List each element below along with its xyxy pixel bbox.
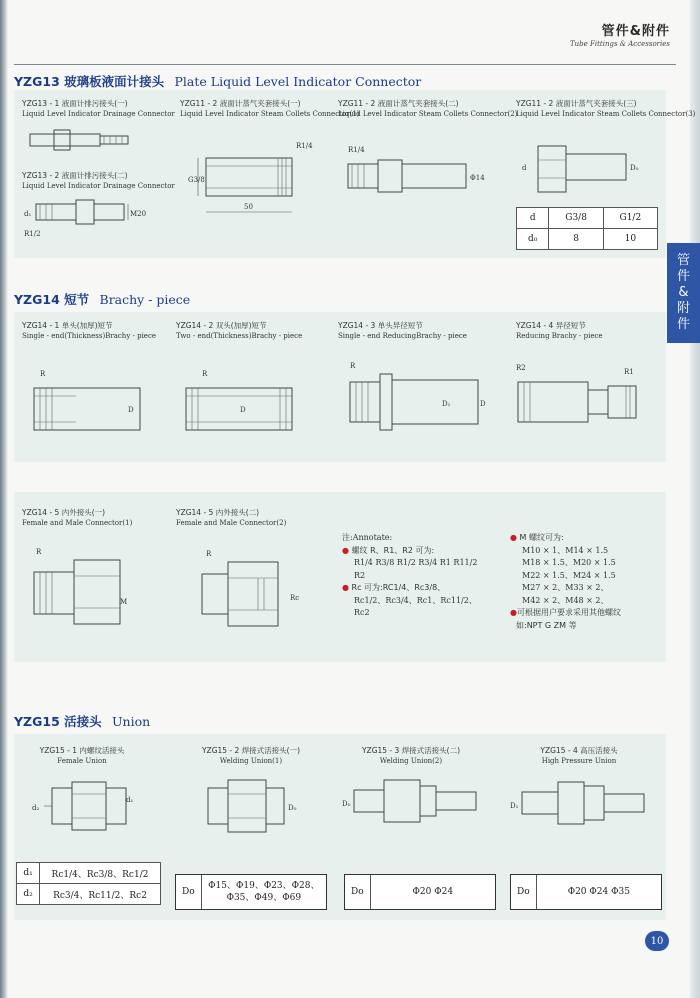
table-yzg11-dims [516, 207, 658, 250]
label-r: R [202, 370, 208, 378]
side-tab-char: 件 [676, 269, 690, 284]
side-band [690, 0, 700, 998]
notes-rc-vals2: Rc2 [354, 608, 370, 617]
table-head: Do [511, 875, 537, 909]
table-cell: d₀ [517, 229, 549, 250]
item-label-cn: YZG15 - 3 焊接式活接头(二) [361, 746, 461, 755]
table-head: Do [345, 875, 371, 909]
item-label-cn: YZG11 - 2 液面计蒸气夹套接头(三) [516, 99, 637, 108]
drawing-two-end-brachy [180, 368, 300, 438]
item-yzg15-2 [176, 745, 326, 767]
item-label-cn: YZG14 - 1 单头(加厚)短节 [22, 321, 113, 330]
item-label-en: Liquid Level Indicator Steam Collets Connector(3) [516, 110, 696, 118]
table-cell: G3/8 [549, 208, 603, 229]
notes-text: 可根据用户要求采用其他螺纹 [516, 608, 621, 617]
item-yzg15-3 [336, 745, 486, 767]
section-title-yzg13 [14, 72, 421, 90]
side-tab-char: 附 [676, 301, 690, 316]
table-cell: 10 [603, 229, 657, 250]
item-label-en: Female Union [57, 757, 107, 765]
table-row [517, 208, 658, 229]
label-d: D [128, 406, 134, 414]
drawing-high-pressure-union [508, 774, 658, 834]
drawing-drainage-connector-2 [24, 196, 147, 242]
item-label-en: Female and Male Connector(1) [22, 519, 133, 527]
drawing-drainage-connector-1 [24, 128, 134, 152]
label-m: M [120, 598, 128, 606]
label-d0: D₀ [342, 800, 351, 808]
notes-rc-vals1: Rc1/2、Rc3/4、Rc1、Rc11/2、 [354, 595, 477, 605]
item-label-cn: YZG13 - 2 液面计排污接头(二) [22, 171, 128, 180]
drawing-welding-union-2 [340, 772, 490, 832]
label-r12: R1/2 [24, 230, 41, 238]
item-label-en: Liquid Level Indicator Steam Collets Connector(2) [338, 110, 518, 118]
table-row [17, 884, 161, 905]
label-d: d [522, 164, 527, 172]
table-female-union-threads [16, 862, 161, 905]
table-cell: Rc1/4、Rc3/8、Rc1/2 [40, 863, 161, 884]
label-d2: d₂ [32, 804, 40, 812]
table-value: Φ20 Φ24 Φ35 [567, 887, 630, 897]
label-r: R [36, 548, 42, 556]
table-row [517, 229, 658, 250]
item-label-cn: YZG14 - 4 异径短节 [516, 321, 586, 330]
item-label-cn: YZG15 - 1 内螺纹活接头 [39, 746, 125, 755]
item-label-cn: YZG15 - 2 焊接式活接头(一) [201, 746, 301, 755]
table-cell: G1/2 [603, 208, 657, 229]
item-label-en: Two - end(Thickness)Brachy - piece [176, 332, 303, 340]
brand-title-cn: 管件&附件 [601, 24, 670, 39]
notes-thread-m [510, 532, 660, 632]
label-r: R [206, 550, 212, 558]
table-cell: d [517, 208, 549, 229]
page-number-badge: 10 [645, 931, 669, 951]
label-d1: d₁ [24, 210, 32, 218]
item-yzg13-2 [22, 170, 175, 192]
item-label-en: Reducing Brachy - piece [516, 332, 603, 340]
item-yzg15-4 [504, 745, 654, 767]
item-label-cn: YZG13 - 1 液面计排污接头(一) [22, 99, 128, 108]
label-50: 50 [244, 203, 253, 211]
item-label-cn: YZG14 - 2 双头(加厚)短节 [176, 321, 267, 330]
table-cell: 8 [549, 229, 603, 250]
item-label-en: Single - end(Thickness)Brachy - piece [22, 332, 157, 340]
item-label-en: Single - end ReducingBrachy - piece [338, 332, 467, 340]
label-d: D [480, 400, 486, 408]
table-cell: d₁ [17, 863, 40, 884]
section-title-cn: 活接头 [64, 714, 102, 729]
notes-m-val: M18 × 1.5、M20 × 1.5 [522, 558, 616, 567]
table-welding-union-2 [344, 874, 496, 910]
label-d0: D₀ [288, 804, 297, 812]
table-high-pressure-union [510, 874, 662, 910]
label-d: D [240, 406, 246, 414]
brand-title-en: Tube Fittings & Accessories [569, 40, 670, 48]
section-title-en: Plate Liquid Level Indicator Connector [174, 74, 422, 89]
notes-r-head [342, 545, 510, 558]
section-title-yzg14 [14, 290, 190, 308]
table-welding-union-1 [175, 874, 327, 910]
item-yzg13-1 [22, 98, 175, 120]
table-value: Φ15、Φ19、Φ23、Φ28、Φ35、Φ49、Φ69 [208, 881, 320, 903]
table-cell: Rc3/4、Rc11/2、Rc2 [40, 884, 161, 905]
label-m20: M20 [130, 210, 147, 218]
notes-r-vals1: R1/4 R3/8 R1/2 R3/4 R1 R11/2 [354, 558, 478, 567]
drawing-female-union [26, 778, 156, 834]
table-value: Φ20 Φ24 [412, 887, 454, 897]
label-g38: G3/8 [188, 176, 205, 184]
notes-text: 螺纹 R、R1、R2 可为: [351, 545, 435, 555]
section-code: YZG14 [14, 292, 60, 307]
item-label-en: High Pressure Union [541, 757, 617, 765]
label-d0: D₀ [630, 164, 639, 172]
drawing-steam-collets-2 [344, 144, 484, 204]
section-title-yzg15 [14, 712, 150, 730]
item-label-en: Liquid Level Indicator Drainage Connector [22, 110, 175, 118]
item-label-cn: YZG15 - 4 高压活接头 [540, 746, 618, 755]
item-label-cn: YZG14 - 5 内外接头(一) [22, 508, 106, 517]
item-label-en: Liquid Level Indicator Steam Collets Connector(1) [180, 110, 360, 118]
label-r: R [40, 370, 46, 378]
drawing-steam-collets-3 [516, 136, 646, 202]
section-title-cn: 玻璃板液面计接头 [64, 74, 165, 89]
side-tab-char: 管 [676, 253, 690, 268]
table-row [17, 863, 161, 884]
label-d1: D₁ [510, 802, 519, 810]
table-head: Do [176, 875, 202, 909]
label-rc: Rc [290, 594, 300, 602]
drawing-steam-collets-1 [178, 140, 318, 220]
label-r2: R2 [516, 364, 526, 372]
notes-text: Rc 可为:RC1/4、Rc3/8、 [351, 583, 446, 592]
label-d1: D₁ [442, 400, 451, 408]
label-phi14: Φ14 [470, 174, 485, 182]
item-label-en: Welding Union(1) [219, 757, 283, 765]
item-label-cn: YZG14 - 5 内外接头(二) [176, 508, 260, 517]
notes-m-val: M10 × 1、M14 × 1.5 [522, 545, 609, 555]
side-tab-char: 件 [676, 317, 690, 332]
bullet-icon: ● [510, 533, 517, 542]
item-label-cn: YZG11 - 2 液面计蒸气夹套接头(二) [338, 99, 459, 108]
drawing-female-male-2 [196, 546, 326, 632]
item-yzg15-1 [22, 745, 142, 767]
label-d1: d₁ [126, 796, 134, 804]
item-yzg14-3 [338, 320, 467, 342]
label-r14: R1/4 [296, 142, 313, 150]
bullet-icon: ● [510, 608, 517, 617]
notes-other-vals: 如:NPT G ZM 等 [516, 620, 577, 630]
item-yzg11-2c [516, 98, 695, 120]
item-label-en: Liquid Level Indicator Drainage Connector [22, 182, 175, 190]
section-title-en: Brachy - piece [99, 292, 191, 307]
drawing-reducing-brachy-single [344, 360, 494, 444]
notes-thread-r [342, 532, 510, 620]
label-r14b: R1/4 [348, 146, 365, 154]
notes-head: 注:Annotate: [342, 533, 393, 542]
notes-rc-head [342, 582, 510, 595]
item-yzg11-2b [338, 98, 517, 120]
bullet-icon: ● [342, 583, 349, 592]
notes-text: M 螺纹可为: [519, 533, 564, 542]
label-r: R [350, 362, 356, 370]
notes-other-head [510, 607, 660, 620]
item-label-cn: YZG11 - 2 液面计蒸气夹套接头(一) [180, 99, 301, 108]
notes-r-vals2: R2 [354, 570, 366, 580]
bullet-icon: ● [342, 545, 349, 555]
section-title-en: Union [112, 714, 151, 729]
drawing-welding-union-1 [204, 776, 304, 836]
item-label-cn: YZG14 - 3 单头异径短节 [338, 321, 423, 330]
item-yzg14-2 [176, 320, 302, 342]
notes-m-val: M27 × 2、M33 × 2、 [522, 583, 609, 592]
drawing-female-male-1 [22, 542, 152, 632]
side-tab-char: & [678, 285, 689, 300]
page-edge-shadow [0, 0, 8, 998]
section-code: YZG13 [14, 74, 60, 89]
notes-m-val: M22 × 1.5、M24 × 1.5 [522, 570, 616, 580]
notes-m-val: M42 × 2、M48 × 2、 [522, 595, 609, 605]
section-title-cn: 短节 [64, 292, 90, 307]
section-code: YZG15 [14, 714, 60, 729]
side-category-tab[interactable] [667, 243, 700, 343]
item-yzg11-2a [180, 98, 359, 120]
header-brand [570, 20, 670, 48]
item-label-en: Welding Union(2) [379, 757, 443, 765]
notes-m-head [510, 532, 660, 545]
drawing-single-end-brachy [26, 368, 152, 438]
label-r1: R1 [624, 368, 634, 376]
item-yzg14-4 [516, 320, 603, 342]
table-cell: d₂ [17, 884, 40, 905]
item-label-en: Female and Male Connector(2) [176, 519, 287, 527]
header-rule [14, 64, 676, 65]
item-yzg14-5a [22, 507, 132, 529]
item-yzg14-1 [22, 320, 156, 342]
drawing-reducing-brachy [514, 360, 654, 444]
item-yzg14-5b [176, 507, 286, 529]
